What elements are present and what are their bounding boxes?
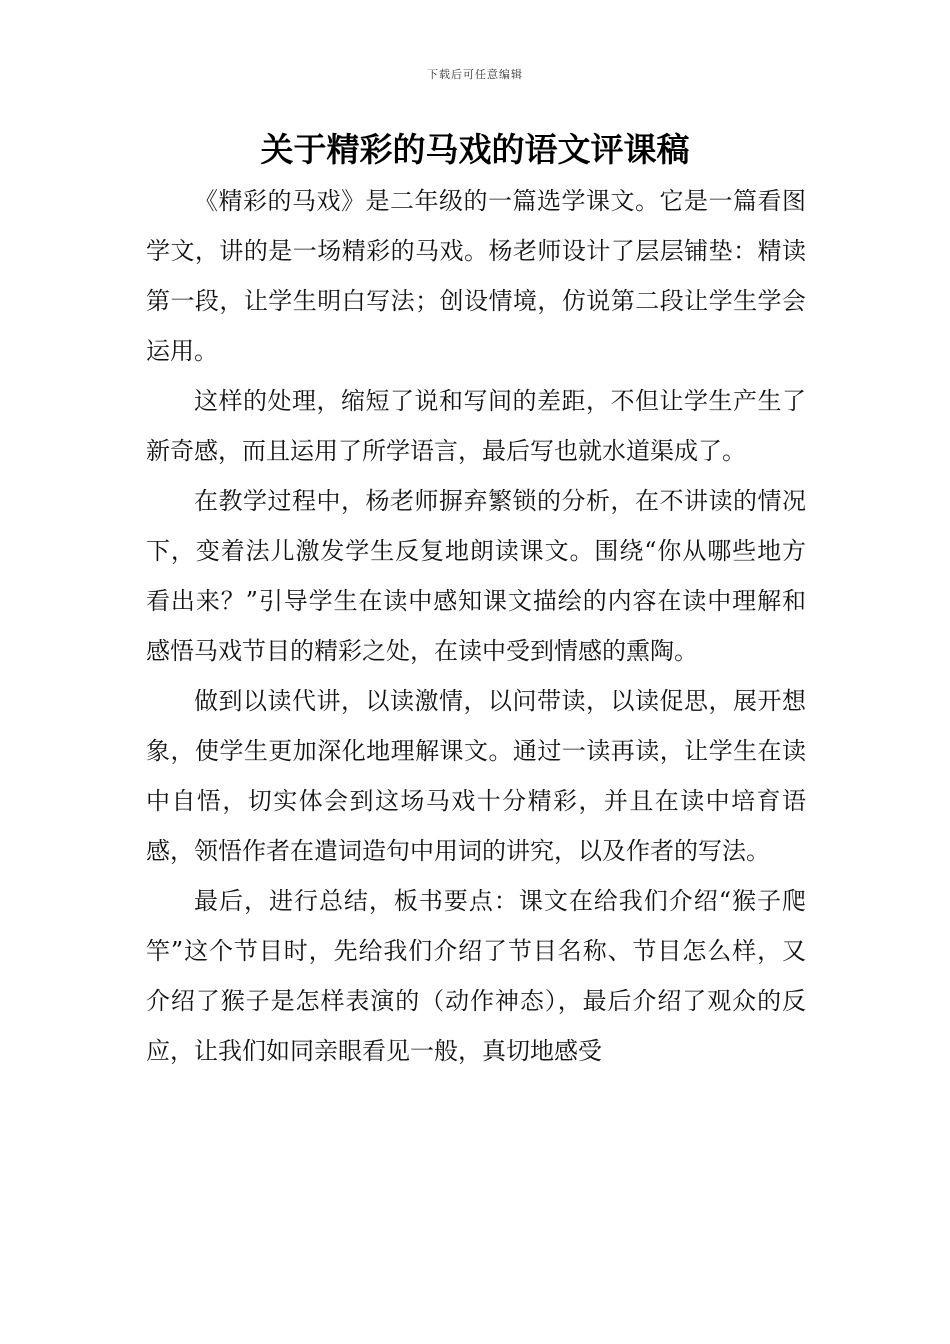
document-title: 关于精彩的马戏的语文评课稿 — [260, 130, 690, 169]
paragraph: 在教学过程中，杨老师摒弃繁锁的分析，在不讲读的情况下，变着法儿激发学生反复地朗读课文。围绕“你从哪些地方看出来？”引导学生在读中感知课文描绘的内容在读中理解和感悟马戏节目的精彩之处，在读中受到情感的熏陶。 — [146, 487, 806, 665]
paragraph: 做到以读代讲，以读激情，以问带读，以读促思，展开想象，使学生更加深化地理解课文。通过一读再读，让学生在读中自悟，切实体会到这场马戏十分精彩，并且在读中培育语感，领悟作者在遣词造句中用词的讲究，以及作者的写法。 — [146, 687, 806, 865]
paragraph: 最后，进行总结，板书要点：课文在给我们介绍“猴子爬竿”这个节目时，先给我们介绍了节目名称、节目怎么样，又介绍了猴子是怎样表演的（动作神态），最后介绍了观众的反应，让我们如同亲眼看见一般，真切地感受 — [146, 887, 806, 1065]
paragraph: 这样的处理，缩短了说和写间的差距，不但让学生产生了新奇感，而且运用了所学语言，最后写也就水道渠成了。 — [146, 387, 806, 465]
paragraph: 《精彩的马戏》是二年级的一篇选学课文。它是一篇看图学文，讲的是一场精彩的马戏。杨老师设计了层层铺垫：精读第一段，让学生明白写法；创设情境，仿说第二段让学生学会运用。 — [146, 187, 806, 365]
document-body — [146, 176, 806, 1076]
header-note: 下载后可任意编辑 — [427, 68, 523, 81]
